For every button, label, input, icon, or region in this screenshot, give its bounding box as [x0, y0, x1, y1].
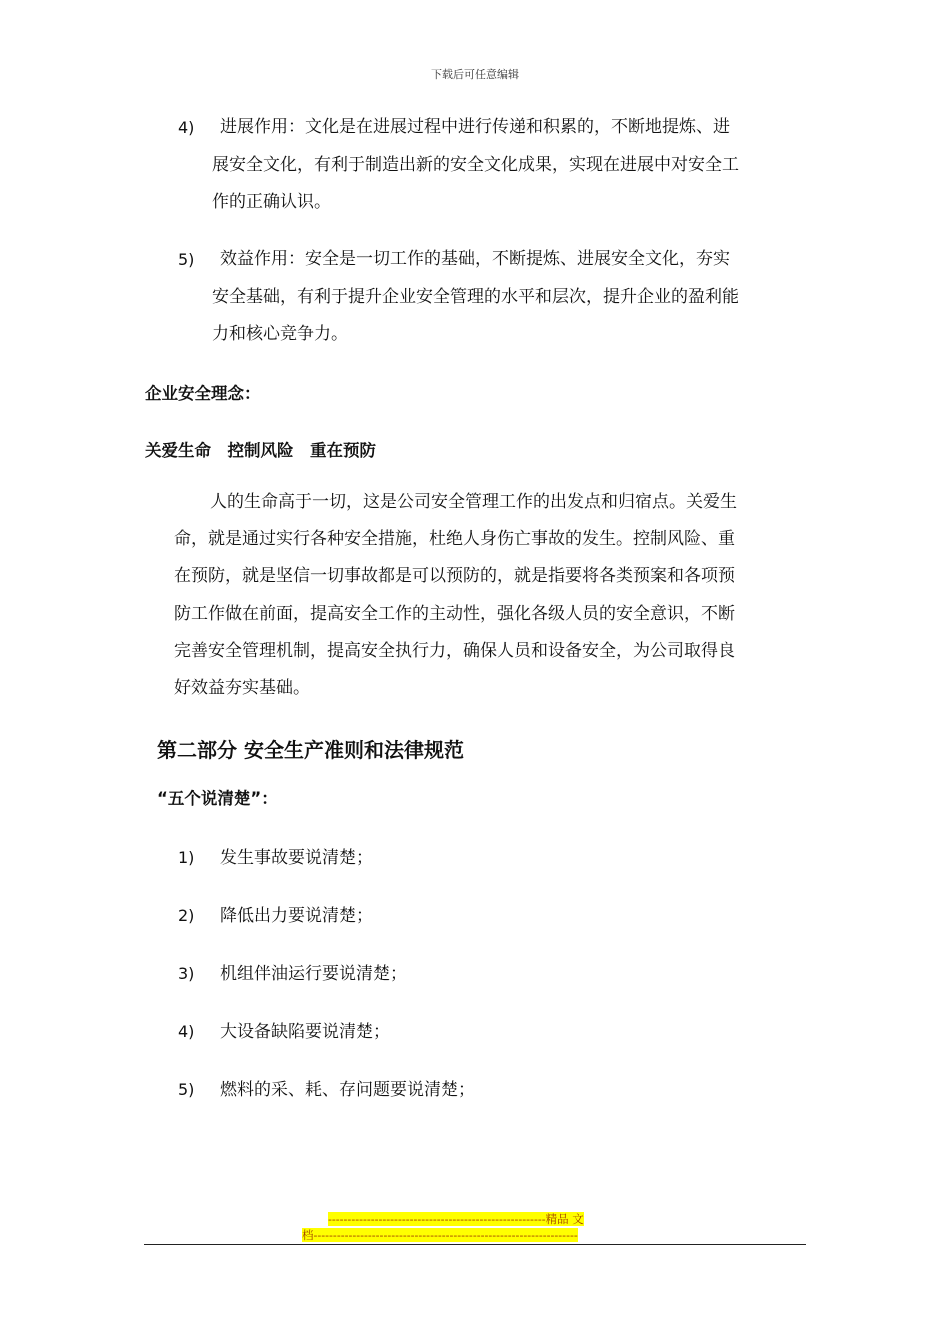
paragraph-line: 好效益夯实基础。: [174, 678, 310, 699]
list-item: [178, 959, 407, 984]
list-item: [178, 1017, 390, 1042]
philosophy-paragraph: [174, 484, 808, 707]
paragraph-line: 防工作做在前面，提高安全工作的主动性，强化各级人员的安全意识，不断: [174, 603, 735, 624]
item-line: 进展作用：文化是在进展过程中进行传递和积累的，不断地提炼、进: [220, 117, 730, 137]
section-title: 第二部分 安全生产准则和法律规范: [157, 738, 464, 762]
item-text: 发生事故要说清楚；: [220, 848, 373, 868]
paragraph-line: 完善安全管理机制，提高安全执行力，确保人员和设备安全，为公司取得良: [174, 640, 735, 661]
paragraph-line: 命，就是通过实行各种安全措施，杜绝人身伤亡事故的发生。控制风险、重: [174, 529, 735, 550]
section-subtitle: “五个说清楚”：: [157, 789, 278, 808]
paragraph-line: 人的生命高于一切，这是公司安全管理工作的出发点和归宿点。关爱生: [210, 492, 737, 512]
philosophy-heading: 企业安全理念：: [145, 384, 261, 403]
philosophy-slogan: 关爱生命 控制风险 重在预防: [145, 441, 376, 460]
item-text: 燃料的采、耗、存问题要说清楚；: [220, 1080, 475, 1100]
item-number: 2): [178, 906, 195, 925]
footer-line-1: --------------------------------------------------------精品 文: [328, 1212, 584, 1226]
footer-divider: [144, 1244, 806, 1245]
footer-line-2: 档--------------------------------------------------------------------: [302, 1228, 578, 1242]
item-number: 5): [178, 250, 195, 269]
list-item: [178, 901, 373, 926]
item-text: 机组伴油运行要说清楚；: [220, 964, 407, 984]
list-item: [178, 1075, 475, 1100]
item-number: 1): [178, 848, 195, 867]
paragraph-line: 在预防，就是坚信一切事故都是可以预防的，就是指要将各类预案和各项预: [174, 566, 735, 587]
list-item: [178, 843, 373, 868]
item-text: 大设备缺陷要说清楚；: [220, 1022, 390, 1042]
footer-watermark: [302, 1211, 650, 1243]
item-line: 安全基础，有利于提升企业安全管理的水平和层次，提升企业的盈利能: [212, 286, 739, 307]
item-number: 4): [178, 118, 195, 137]
item-number: 4): [178, 1022, 195, 1041]
item-line: 作的正确认识。: [212, 192, 331, 212]
item-text: 降低出力要说清楚；: [220, 906, 373, 926]
item-line: 效益作用：安全是一切工作的基础，不断提炼、进展安全文化，夯实: [220, 249, 730, 269]
item-line: 展安全文化，有利于制造出新的安全文化成果，实现在进展中对安全工: [212, 154, 739, 175]
item-number: 3): [178, 964, 195, 983]
page-header: 下载后可任意编辑: [431, 68, 519, 81]
item-line: 力和核心竞争力。: [212, 324, 348, 344]
item-number: 5): [178, 1080, 195, 1099]
